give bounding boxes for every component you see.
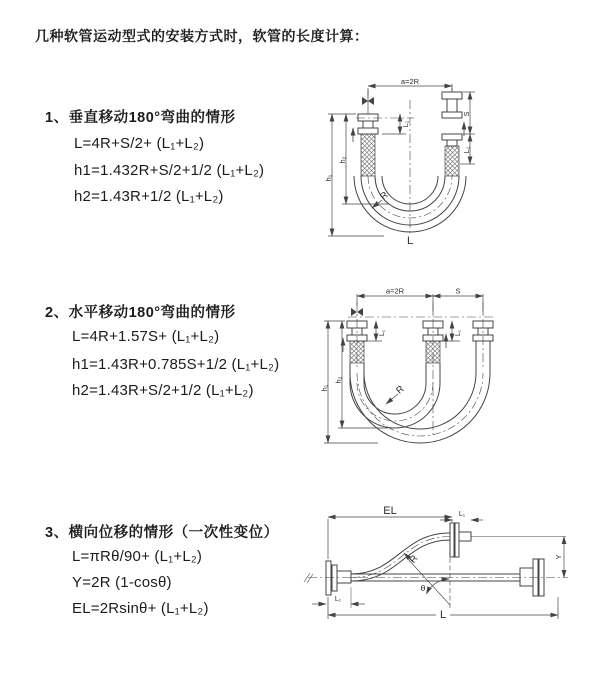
section3-heading: 3、横向位移的情形（一次性变位） [45, 525, 279, 541]
section2-heading: 2、水平移动180°弯曲的情形 [45, 305, 236, 321]
dim-label-el: EL [383, 505, 397, 517]
dim-label-a2r: a=2R [385, 286, 405, 296]
top-flange [450, 523, 471, 557]
dim-label-y: Y [554, 554, 563, 560]
dim-label-h2: h₂ [334, 376, 343, 384]
dim-label-s: S [455, 286, 461, 296]
dim-label-a2r: a=2R [400, 77, 420, 86]
section2-formula-h1: h1=1.43R+0.785S+1/2 (L₁+L₂) [72, 356, 280, 373]
dim-label-l1: L₁ [401, 120, 410, 128]
centerline [351, 537, 450, 578]
dim-label-l1: L₁ [458, 511, 466, 518]
braided-hose-section [445, 146, 459, 176]
section3-formula-L: L=πRθ/90+ (L₁+L₂) [72, 548, 203, 565]
radius-label: R [378, 189, 391, 203]
section1-heading: 1、垂直移动180°弯曲的情形 [45, 110, 236, 126]
section1-formula-L: L=4R+S/2+ (L₁+L₂) [74, 135, 205, 152]
dim-label-s: S [462, 111, 471, 117]
radius-label: R [407, 553, 421, 566]
left-flange [326, 561, 351, 595]
dim-label-L: L [439, 609, 447, 621]
braided-hose-section [361, 134, 375, 176]
dim-label-l1: L₁ [334, 596, 342, 603]
dim-label-L: L [406, 235, 414, 247]
section1-formula-h2: h2=1.43R+1/2 (L₁+L₂) [74, 188, 224, 205]
diagram-vertical-180-bend [322, 76, 497, 252]
dim-label-h1: h₁ [324, 174, 333, 182]
dim-label-l1: L₁ [379, 329, 386, 337]
section2-formula-h2: h2=1.43R+S/2+1/2 (L₁+L₂) [72, 382, 254, 399]
dim-label-h1: h₁ [320, 384, 329, 392]
hose-u-bend-position2 [350, 373, 490, 443]
radius-label: R [394, 383, 407, 397]
angle-label-theta: θ [420, 583, 426, 593]
right-flange-upper [442, 92, 462, 118]
left-flange [358, 114, 378, 134]
section1-formula-h1: h1=1.432R+S/2+1/2 (L₁+L₂) [74, 162, 265, 179]
right-flange-lower [442, 134, 462, 146]
dim-label-l1: L₁ [462, 146, 471, 154]
braided-hose-section [426, 341, 440, 363]
section3-formula-Y: Y=2R (1-cosθ) [72, 574, 172, 591]
page-title: 几种软管运动型式的安装方式时，软管的长度计算： [35, 28, 369, 44]
dim-label-l1: L₁ [455, 329, 462, 337]
dim-label-h2: h₂ [338, 156, 347, 164]
diagram-horizontal-180-bend [318, 288, 598, 450]
diagram-lateral-displacement [302, 505, 590, 630]
section3-formula-EL: EL=2Rsinθ+ (L₁+L₂) [72, 600, 209, 617]
dimension-lines [324, 294, 483, 443]
braided-hose-section [350, 341, 364, 363]
centerline-break-mark [304, 573, 313, 583]
section2-formula-L: L=4R+1.57S+ (L₁+L₂) [72, 328, 220, 345]
